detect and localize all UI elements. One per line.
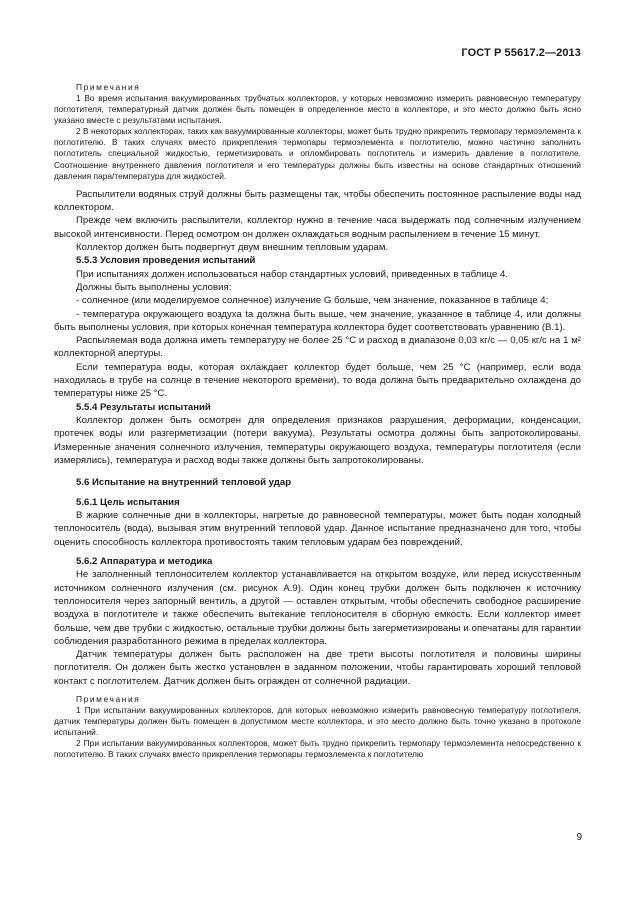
paragraph: Прежде чем включить распылители, коллектор нужно в течение часа выдержать под солнечным излучением высокой интенсивности. Перед осмотром он должен охлаждаться водным распылением в течение 15 минут.: [54, 215, 581, 240]
paragraph: Должны быть выполнены условия:: [76, 281, 232, 293]
paragraph: Коллектор должен быть осмотрен для определения признаков разрушения, деформации, конденсации, протечек воды или разгерметизации (потери вакуума). Результаты осмотра должны быть запротоколированы. Измеренные значения солнечного излучения, температуры окружающего воздуха, температуры поглотителя (если измерялись), температура и расход воды также должны быть запротоколированы.: [54, 415, 581, 466]
paragraph: Датчик температуры должен быть расположен на две трети высоты поглотителя и половины ширины поглотителя. Он должен быть жестко установлен в заданном положении, чтобы гарантировать хороший тепловой контакт с поглотителем. Датчик должен быть огражден от солнечной радиации.: [54, 649, 581, 687]
section-heading-5-5-4: 5.5.4 Результаты испытаний: [76, 401, 211, 413]
paragraph: В жаркие солнечные дни в коллекторы, нагретые до равновесной температуры, может быть подан холодный теплоноситель (вода), вызывая этим внутренний тепловой удар. Данное испытание предназначено для того, чтобы оценить способность коллектора противостоять таким тепловым ударам без повреждений.: [54, 510, 581, 548]
paragraph: Распылители водяных струй должны быть размещены так, чтобы обеспечить постоянное распыление воды над коллектором.: [54, 188, 581, 214]
paragraph: Коллектор должен быть подвергнут двум внешним тепловым ударам.: [76, 241, 389, 253]
paragraph: Не заполненный теплоносителем коллектор устанавливается на открытом воздухе, или перед искусственным источником солнечного излучения (см. рисунок А.9). Один конец трубки должен быть подключен к источнику теплоносителя через запорный вентиль, а другой — оставлен открытым, чтобы обеспечить свободное расширение воздуха в поглотителе и также обеспечить вытекание теплоносителя в сборную емкость. Если коллектор имеет больше, чем две трубки с жидкостью, остальные трубки должны быть загерметизированы и опечатаны для гарантии соблюдения разработанного режима в пределах коллектора.: [54, 569, 581, 647]
note-item: 2 При испытании вакуумированных коллекторов, может быть трудно прикрепить термопару термоэлемента непосредственно к поглотителю. В таких случаях вместо прикрепления термопары термоэлемента к поглотителю: [54, 738, 581, 760]
section-heading-5-6-1: 5.6.1 Цель испытания: [76, 496, 180, 508]
paragraph: Распыляемая вода должна иметь температуру не более 25 °С и расход в диапазоне 0,03 кг/с — 0,05 кг/с на 1 м² коллекторной апертуры.: [54, 335, 581, 360]
section-heading-5-6-2: 5.6.2 Аппаратура и методика: [76, 555, 213, 567]
paragraph: При испытаниях должен использоваться набор стандартных условий, приведенных в таблице 4.: [76, 268, 508, 280]
page-content: [54, 82, 581, 760]
notes-heading: Примечания: [76, 693, 141, 704]
list-item-condition: - солнечное (или моделируемое солнечное) излучение G больше, чем значение, показанное в таблице 4;: [76, 295, 549, 307]
paragraph: Если температура воды, которая охлаждает коллектор будет больше, чем 25 °С (например, если вода находилась в трубе на солнце в течение некоторого времени), то вода должна быть предварительно охлаждена до температуры ниже 25 °С.: [54, 361, 581, 400]
notes-heading: Примечания: [76, 82, 141, 92]
note-item: 2 В некоторых коллекторах, таких как вакуумированные коллекторы, может быть трудно прикрепить термопару термоэлемента к поглотителю. В таких случаях вместо прикрепления термопары термоэлемента к поглотителю, можно частично заполнить поглотитель специальной жидкостью, герметизировать и опломбировать поглотитель и измерить давление в поглотителе. Соотношение внутреннего давления поглотителя и его температуры должны быть известны на основе стандартных отношений давления пара/температура для жидкостей.: [54, 126, 581, 181]
page-number: 9: [576, 832, 582, 843]
section-heading-5-5-3: 5.5.3 Условия проведения испытаний: [76, 255, 256, 267]
note-item: 1 При испытании вакуумированных коллекторов, для которых невозможно измерить равновесную температуру поглотителя, датчик температуры должен быть помещен в допустимом месте коллектора, и это место должно быть точно указано в протоколе испытаний.: [54, 704, 581, 738]
section-heading-5-6: 5.6 Испытание на внутренний тепловой удар: [76, 477, 292, 489]
document-header: ГОСТ Р 55617.2—2013: [461, 47, 581, 59]
note-item: 1 Во время испытания вакуумированных трубчатых коллекторов, у которых невозможно измерить равновесную температуру поглотителя, температурный датчик должен быть помещен в определенное место в коллекторе, и это место должно быть ясно указано вместе с результатами испытания.: [54, 93, 581, 126]
list-item-condition: - температура окружающего воздуха ta должна быть выше, чем значение, указанное в таблице 4, или должны быть выполнены условия, при которых конечная температура коллектора будет соответствовать уравнению (В.1).: [54, 308, 581, 333]
